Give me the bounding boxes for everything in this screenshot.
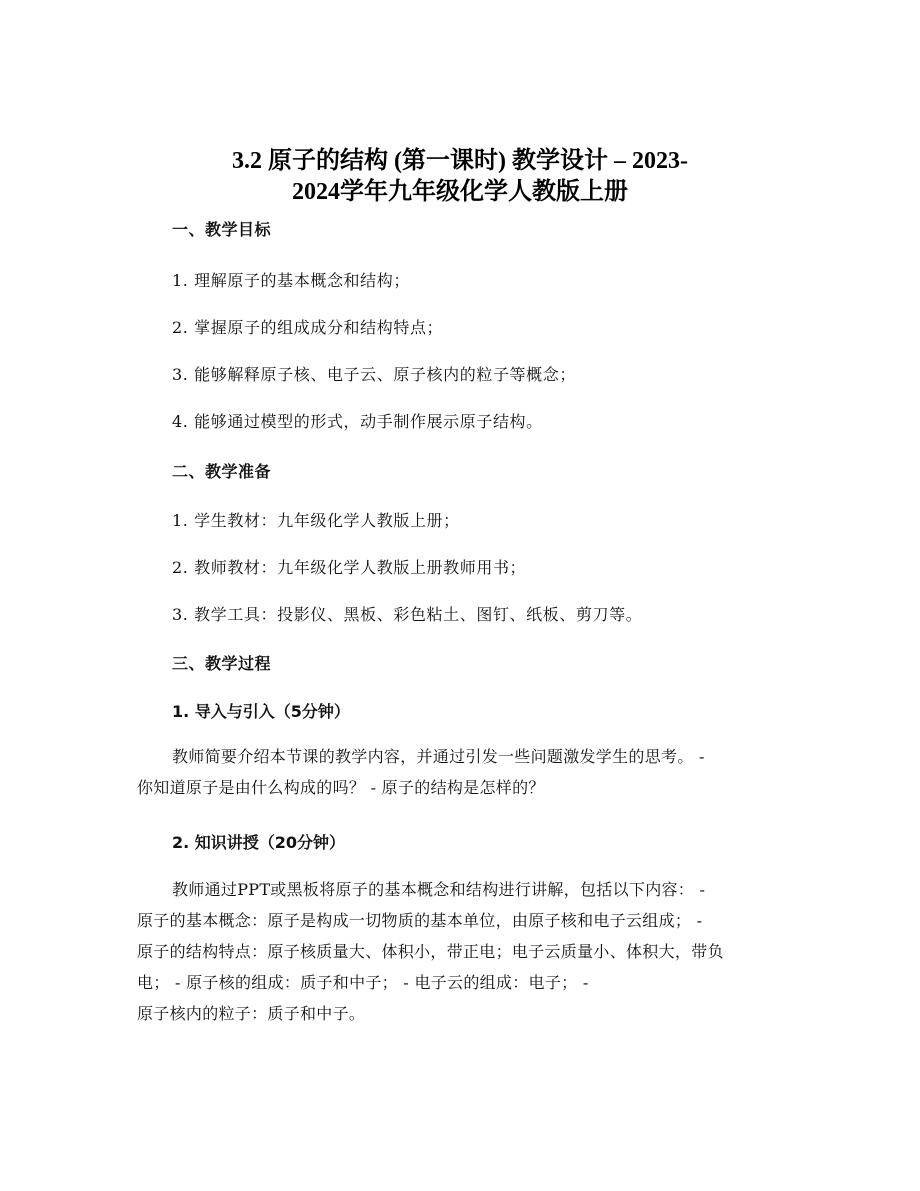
paragraph-line: 教师简要介绍本节课的教学内容，并通过引发一些问题激发学生的思考。 -: [172, 747, 705, 766]
objective-item: 4. 能够通过模型的形式，动手制作展示原子结构。: [172, 412, 543, 431]
objective-item: 3. 能够解释原子核、电子云、原子核内的粒子等概念；: [172, 365, 576, 384]
section-heading-objectives: 一、教学目标: [172, 220, 272, 239]
paragraph-line: 原子核内的粒子：质子和中子。: [137, 1004, 366, 1023]
paragraph-line: 你知道原子是由什么构成的吗？ - 原子的结构是怎样的？: [137, 778, 545, 797]
paragraph-line: 原子的基本概念：原子是构成一切物质的基本单位，由原子核和电子云组成； -: [137, 911, 703, 930]
document-title-line-2: 2024学年九年级化学人教版上册: [292, 179, 628, 205]
preparation-item: 3. 教学工具：投影仪、黑板、彩色粘土、图钉、纸板、剪刀等。: [172, 605, 643, 624]
step-paragraph-introduction: [137, 741, 787, 803]
paragraph-line: 原子的结构特点：原子核质量大、体积小，带正电；电子云质量小、体积大，带负: [137, 942, 724, 961]
section-heading-preparation: 二、教学准备: [172, 462, 272, 481]
objective-item: 2. 掌握原子的组成成分和结构特点；: [172, 318, 444, 337]
document-title-line-1: 3.2 原子的结构 (第一课时) 教学设计 – 2023-: [232, 148, 688, 174]
preparation-item: 1. 学生教材：九年级化学人教版上册；: [172, 511, 460, 530]
preparation-item: 2. 教师教材：九年级化学人教版上册教师用书；: [172, 558, 527, 577]
step-paragraph-lecture: [137, 874, 787, 1029]
step-heading-introduction: 1. 导入与引入（5分钟）: [172, 702, 350, 721]
objective-item: 1. 理解原子的基本概念和结构；: [172, 271, 410, 290]
step-heading-lecture: 2. 知识讲授（20分钟）: [172, 833, 346, 852]
section-heading-process: 三、教学过程: [172, 654, 272, 673]
paragraph-line: 电； - 原子核的组成：质子和中子； - 电子云的组成：电子； -: [137, 973, 589, 992]
paragraph-line: 教师通过PPT或黑板将原子的基本概念和结构进行讲解，包括以下内容： -: [172, 880, 706, 899]
